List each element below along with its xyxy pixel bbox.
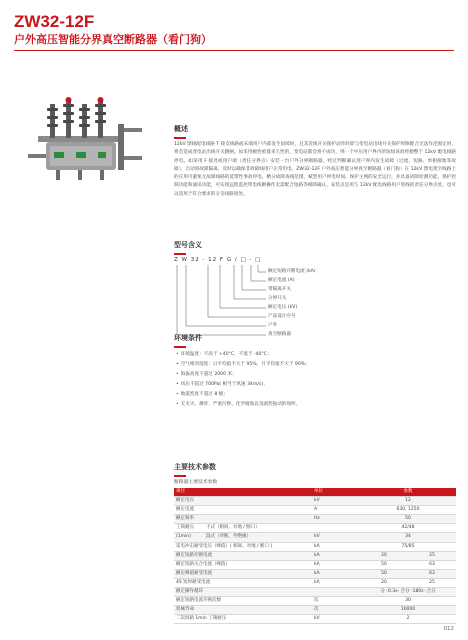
model-label: 额定电流 (A) (268, 278, 295, 283)
model-label: 额定电压 (kV) (268, 305, 298, 310)
params-table (174, 488, 456, 624)
header-rule (14, 50, 454, 51)
environment-heading: 环境条件 (174, 333, 202, 348)
green-indicator (54, 152, 64, 158)
table-row: 额定电压 kV 12 (174, 497, 456, 506)
list-item: • 空气相对湿度：日平均值不大于 95%，月平均值不大于 90%； (176, 362, 310, 367)
list-item: • 环境温度：不高于 +40°C，不低于 -40°C； (176, 352, 272, 357)
table-row: 额定电流 A 630, 1250 (174, 506, 456, 515)
list-item: • 无火灾、爆炸、严重污秽、化学腐蚀以及剧烈振动的场所。 (176, 402, 301, 407)
red-cap (66, 97, 72, 103)
model-code: Z W 32 - 12 F G / □ - □ (174, 257, 262, 263)
environment-list (176, 350, 310, 410)
table-row: 额定短路关合电流（峰值） kA 50 63 (174, 560, 456, 569)
model-label: 分界开关 (268, 296, 287, 301)
list-item: • 海拔高度不超过 2000 米； (176, 372, 237, 377)
table-row: 机械寿命 次 10000 (174, 606, 456, 615)
page-number: 012 (443, 626, 454, 632)
model-label: 带隔离开关 (268, 287, 291, 292)
table-row: 4S 短时耐受电流 kA 20 25 (174, 578, 456, 587)
table-header-row: 项目 单位 参数 (174, 488, 456, 497)
table-row: 二次回路 1min 工频耐压 kV 2 (174, 615, 456, 624)
table-row: 额定短路开断电流 kA 20 25 (174, 551, 456, 560)
table-row: 雷电冲击耐受电压（峰值）( 相间、对地 / 断口 ) kA 75/85 (174, 542, 456, 551)
list-item: • 地震烈度不超过 8 级； (176, 392, 228, 397)
product-image (20, 94, 160, 186)
model-label: 额定短路开断电流 (kA) (268, 269, 316, 274)
table-row: (1min) 湿式（对断、外绝缘） kV 34 (174, 533, 456, 542)
product-subtitle: 户外高压智能分界真空断路器（看门狗） (14, 33, 212, 46)
params-heading: 主要技术参数 (174, 462, 216, 477)
model-heading: 型号含义 (174, 240, 202, 255)
product-title: ZW32-12F (14, 12, 95, 31)
table-row: 额定短路电流开断次数 次 30 (174, 597, 456, 606)
model-label: 产品设计序号 (268, 314, 296, 319)
table-row: 额定频率 Hz 50 (174, 515, 456, 524)
isolator-arm (118, 124, 124, 170)
table-row: 额定峰值耐受电流 kA 50 63 (174, 569, 456, 578)
page-header (14, 12, 454, 47)
table-row: 工频耐压 干式（相间、对地 / 断口） 42/48 (174, 524, 456, 533)
overview-text: 12kV 馈线配电线路 T 接支线路或末端用户内部发生故障时，且其近线开关保护动作时即与变电站出线开关保护时限配合无法作范围定时，将会造成变电站出线开关跳闸。如采用额性被置来久性的，变电站都会将不成功，则一个中压用户界内的短绿该故将便整个 12kV 配电线路停电。如采用 F 接处或用户端（责任分界点）安装一台户外分界断路器，经过判断确认用户界内发生故障（过流、短路、单相接地等故障），自动将故障隔离，及时以确保非故障线用户正常用电。ZW32-12F 户外高压智能分界真空断路器（看门狗）在 12kV 馈电架空线路上的应用可避免无故障线路的延带性事故停电、精分故障查线范围、赋型用户停电时间、保护主网的安全运行，并具备故障检测功能，保护控制功能和通讯功能，可实现远程监控带电线断操作无需配合短路等相障确认。安装点是用与 12kV 配电线路用户进线的责任分界点处，也可以适用于符合要求的分支线路接处。 (174, 142, 456, 197)
table-row: 额定操作循环 分 -0.3s- 合分 -180s- 合分 (174, 588, 456, 597)
overview-heading: 概述 (174, 124, 188, 139)
model-label: 户外 (268, 323, 278, 328)
table-caption: 断路器主要技术参数 (174, 480, 218, 485)
model-label: 真空断路器 (268, 332, 291, 337)
list-item: • 风压不超过 700Pa( 相当于风速 34m/s)； (176, 382, 268, 387)
